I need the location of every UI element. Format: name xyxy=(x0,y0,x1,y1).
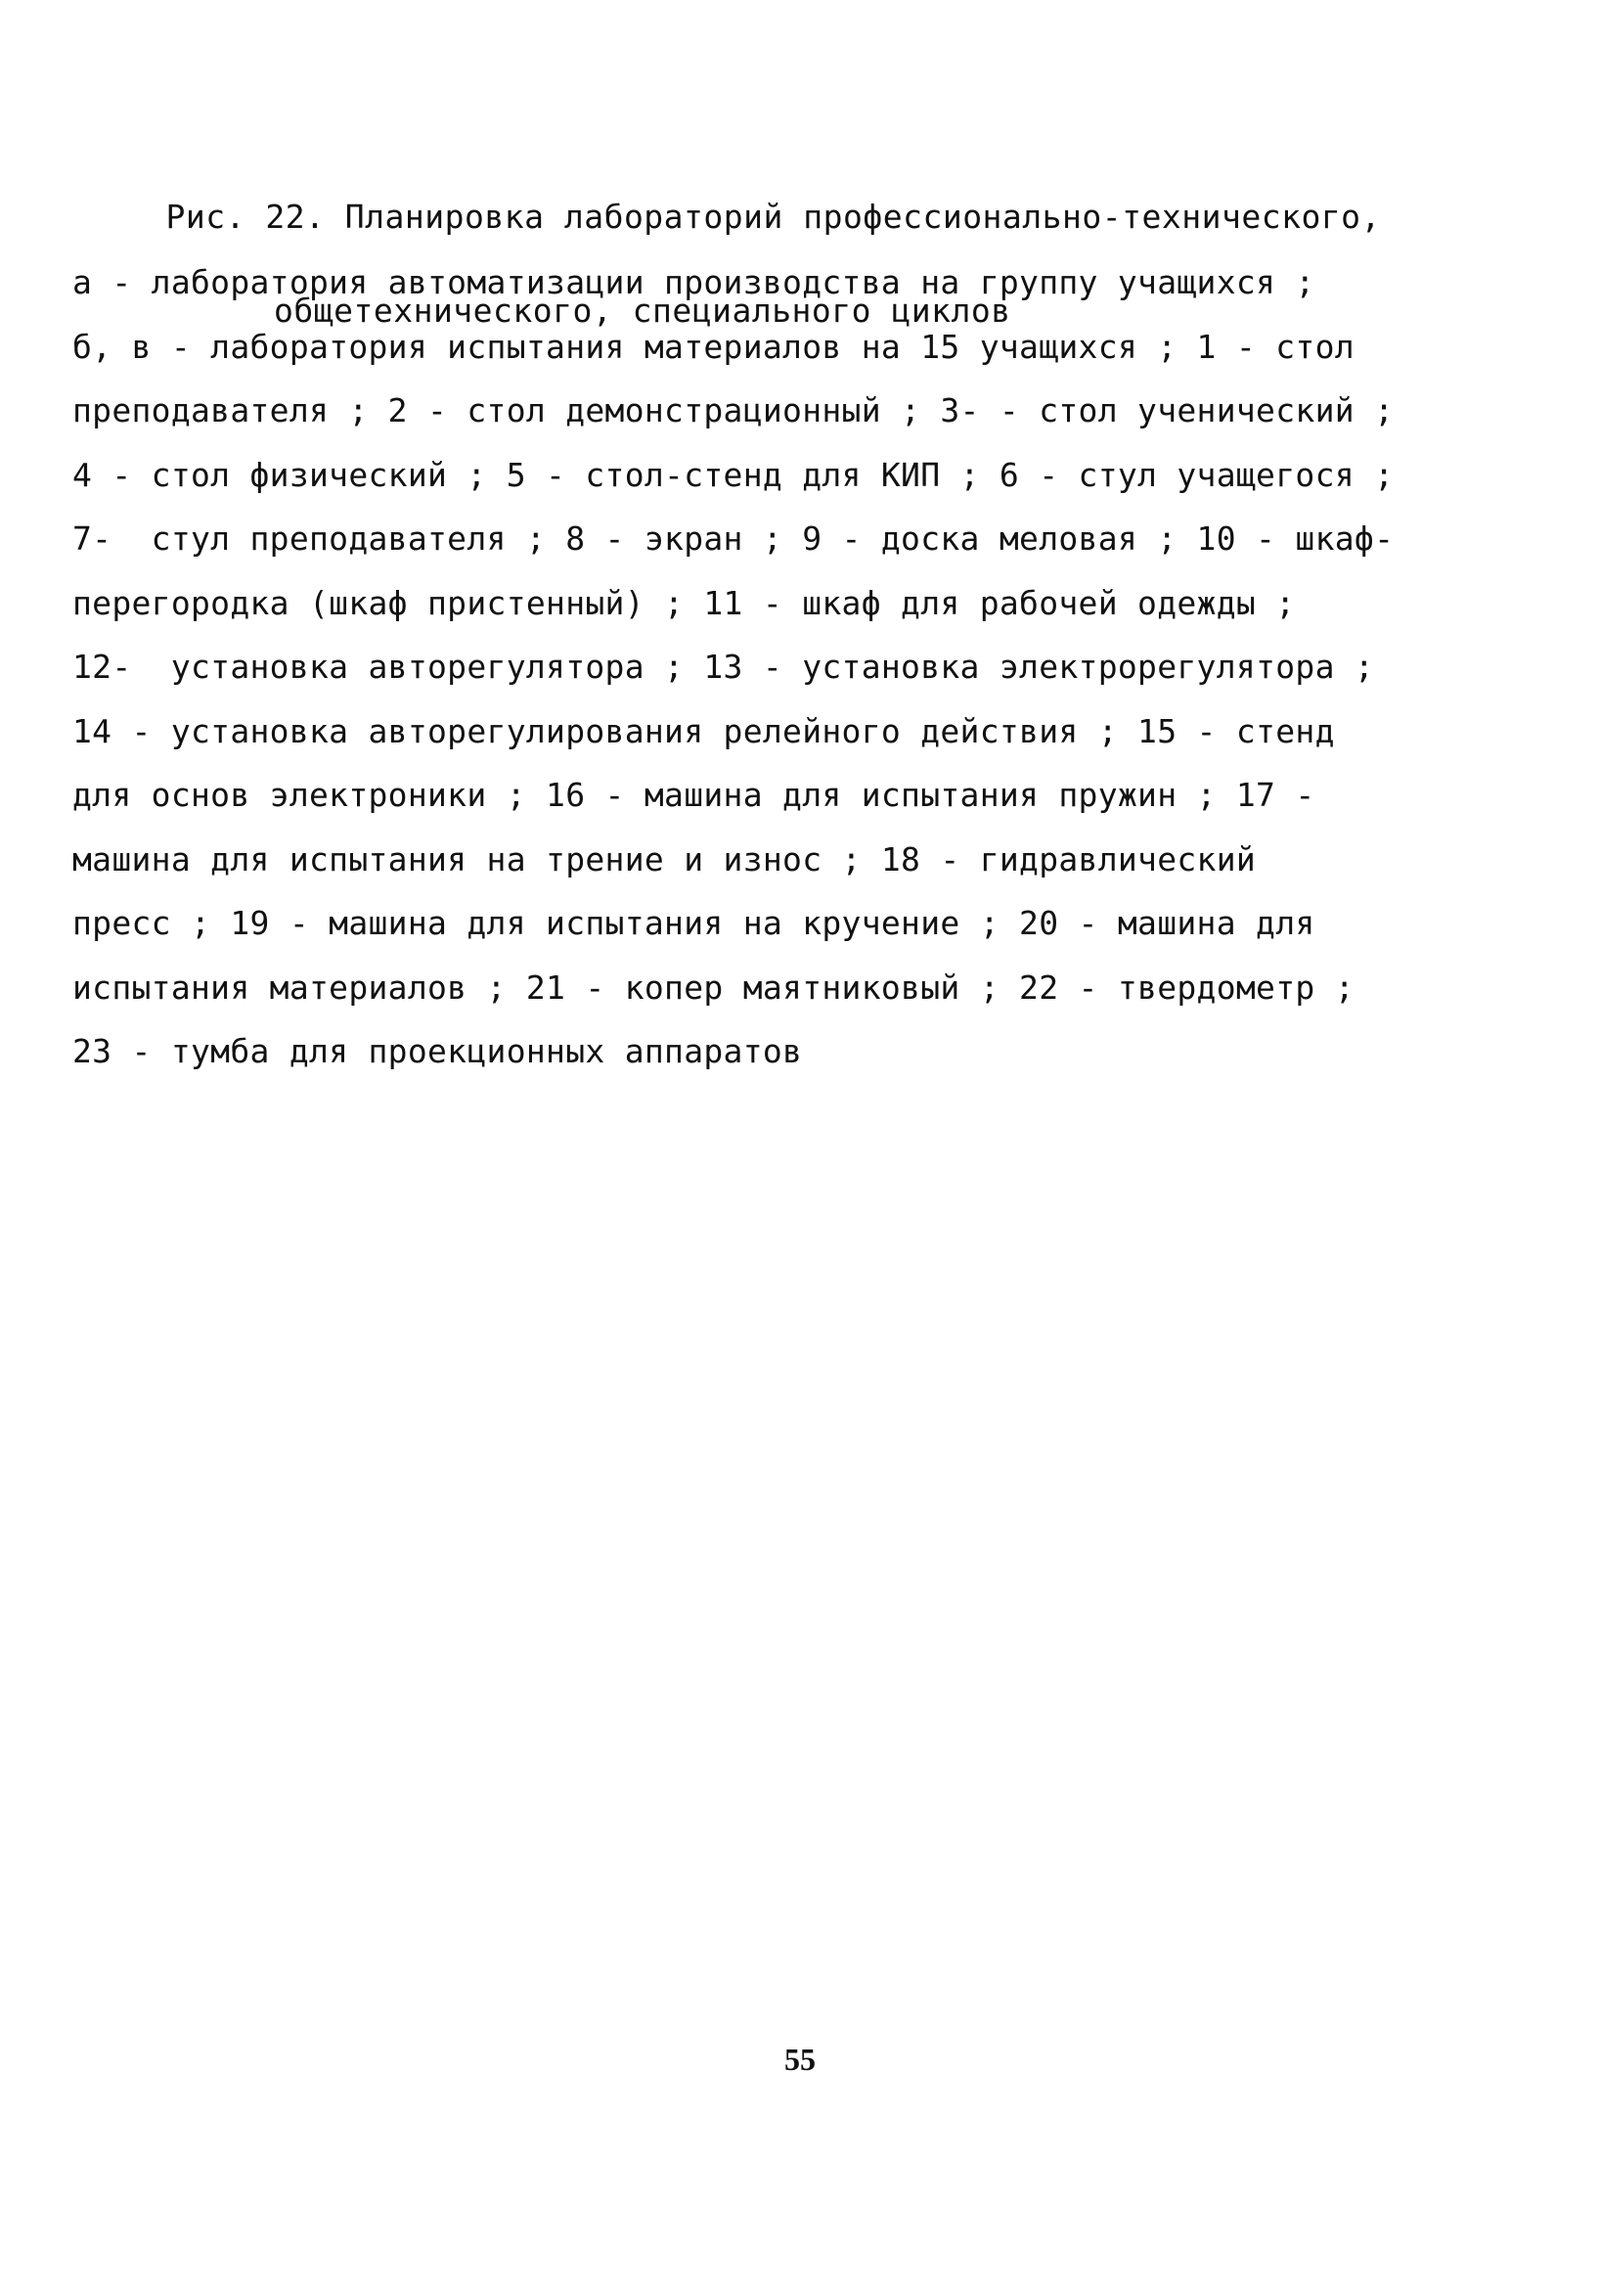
legend-line: 14 - установка авторегулирования релейного действия ; 15 - стенд xyxy=(72,711,1335,750)
legend-line: испытания материалов ; 21 - копер маятниковый ; 22 - твердометр ; xyxy=(72,968,1355,1007)
legend-line: преподавателя ; 2 - стол демонстрационный ; 3- - стол ученический ; xyxy=(72,391,1395,429)
legend-line: 7- стул преподавателя ; 8 - экран ; 9 - доска меловая ; 10 - шкаф- xyxy=(72,519,1395,558)
legend-line: 12- установка авторегулятора ; 13 - установка электрорегулятора ; xyxy=(72,648,1375,686)
figure-caption-line-2: общетехнического, специального циклов xyxy=(274,292,1011,330)
legend-line: а - лаборатория автоматизации производства на группу учащихся ; xyxy=(72,263,1315,301)
legend-line: для основ электроники ; 16 - машина для испытания пружин ; 17 - xyxy=(72,776,1315,814)
figure-caption-line-1: Рис. 22. Планировка лабораторий профессионально-технического, xyxy=(165,198,1381,236)
legend-line: машина для испытания на трение и износ ; 18 - гидравлический xyxy=(72,839,1257,878)
legend-line: 23 - тумба для проекционных аппаратов xyxy=(72,1032,803,1070)
page-number: 55 xyxy=(784,2042,816,2077)
legend-line: перегородка (шкаф пристенный) ; 11 - шкаф для рабочей одежды ; xyxy=(72,583,1296,622)
figure-legend xyxy=(72,250,1395,1084)
legend-line: пресс ; 19 - машина для испытания на кручение ; 20 - машина для xyxy=(72,904,1315,942)
legend-line: 4 - стол физический ; 5 - стол-стенд для КИП ; 6 - стул учащегося ; xyxy=(72,455,1395,494)
legend-line: б, в - лаборатория испытания материалов на 15 учащихся ; 1 - стол xyxy=(72,327,1355,366)
